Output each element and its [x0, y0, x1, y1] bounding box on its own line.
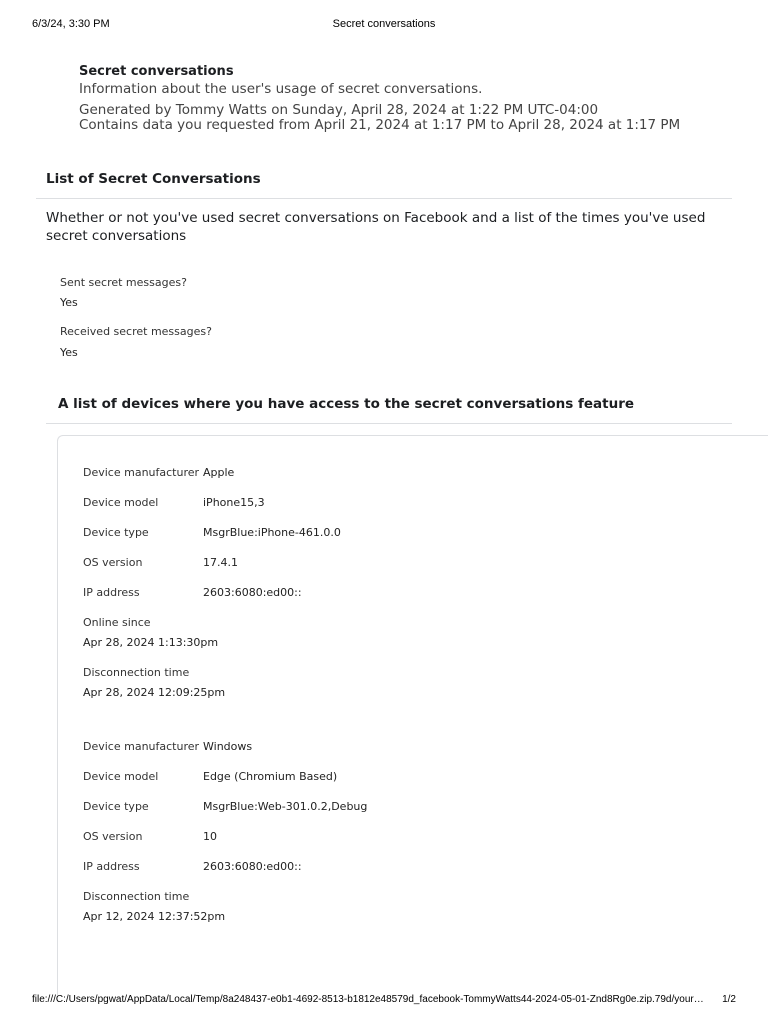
- print-date: 6/3/24, 3:30 PM: [32, 18, 110, 30]
- online-since-value: Apr 28, 2024 1:13:30pm: [83, 636, 219, 649]
- device-manufacturer-value: Apple: [203, 466, 235, 479]
- disconnection-time-value: Apr 28, 2024 12:09:25pm: [83, 686, 226, 699]
- print-title: Secret conversations: [332, 18, 436, 30]
- section-title: List of Secret Conversations: [46, 171, 261, 187]
- device-stack: [83, 890, 225, 924]
- device-manufacturer-value: Windows: [203, 740, 253, 753]
- device-model-label: Device model: [83, 770, 159, 783]
- generated-by: Generated by Tommy Watts on Sunday, April 28, 2024 at 1:22 PM UTC-04:00: [79, 102, 599, 118]
- section-divider: [36, 198, 732, 199]
- device-type-value: MsgrBlue:iPhone-461.0.0: [203, 526, 341, 539]
- received-value: Yes: [60, 346, 78, 359]
- page-description: Information about the user's usage of secret conversations.: [79, 81, 483, 97]
- sent-label: Sent secret messages?: [60, 276, 187, 289]
- ip-address-label: IP address: [83, 586, 140, 599]
- received-label: Received secret messages?: [60, 325, 212, 338]
- device-type-label: Device type: [83, 526, 149, 539]
- device-stack: [83, 666, 225, 700]
- page-title: Secret conversations: [79, 64, 234, 79]
- device-model-value: Edge (Chromium Based): [203, 770, 338, 783]
- device-type-value: MsgrBlue:Web-301.0.2,Debug: [203, 800, 368, 813]
- os-version-value: 17.4.1: [203, 556, 238, 569]
- ip-address-value: 2603:6080:ed00::: [203, 586, 302, 599]
- sent-value: Yes: [60, 296, 78, 309]
- device-model-value: iPhone15,3: [203, 496, 265, 509]
- os-version-value: 10: [203, 830, 217, 843]
- disconnection-time-label: Disconnection time: [83, 890, 190, 903]
- os-version-label: OS version: [83, 830, 143, 843]
- ip-address-label: IP address: [83, 860, 140, 873]
- section-description: Whether or not you've used secret conversations on Facebook and a list of the times you've used secret conversations: [46, 210, 706, 244]
- print-page-number: 1/2: [722, 994, 736, 1005]
- page-header: [79, 63, 739, 133]
- date-range: Contains data you requested from April 21, 2024 at 1:17 PM to April 28, 2024 at 1:17 PM: [79, 117, 681, 133]
- device-model-label: Device model: [83, 496, 159, 509]
- device-manufacturer-label: Device manufacturer: [83, 740, 200, 753]
- print-footer-url: file:///C:/Users/pgwat/AppData/Local/Temp/8a248437-e0b1-4692-8513-b1812e48579d_facebook-TommyWatts44-2024-05-01-Znd8Rg0e.zip.79d/your…: [32, 994, 704, 1005]
- device-type-label: Device type: [83, 800, 149, 813]
- devices-divider: [46, 423, 732, 424]
- device-manufacturer-label: Device manufacturer: [83, 466, 200, 479]
- ip-address-value: 2603:6080:ed00::: [203, 860, 302, 873]
- disconnection-time-value: Apr 12, 2024 12:37:52pm: [83, 910, 226, 923]
- os-version-label: OS version: [83, 556, 143, 569]
- online-since-label: Online since: [83, 616, 151, 629]
- device-stack: [83, 616, 218, 650]
- devices-title: A list of devices where you have access to the secret conversations feature: [58, 396, 635, 412]
- disconnection-time-label: Disconnection time: [83, 666, 190, 679]
